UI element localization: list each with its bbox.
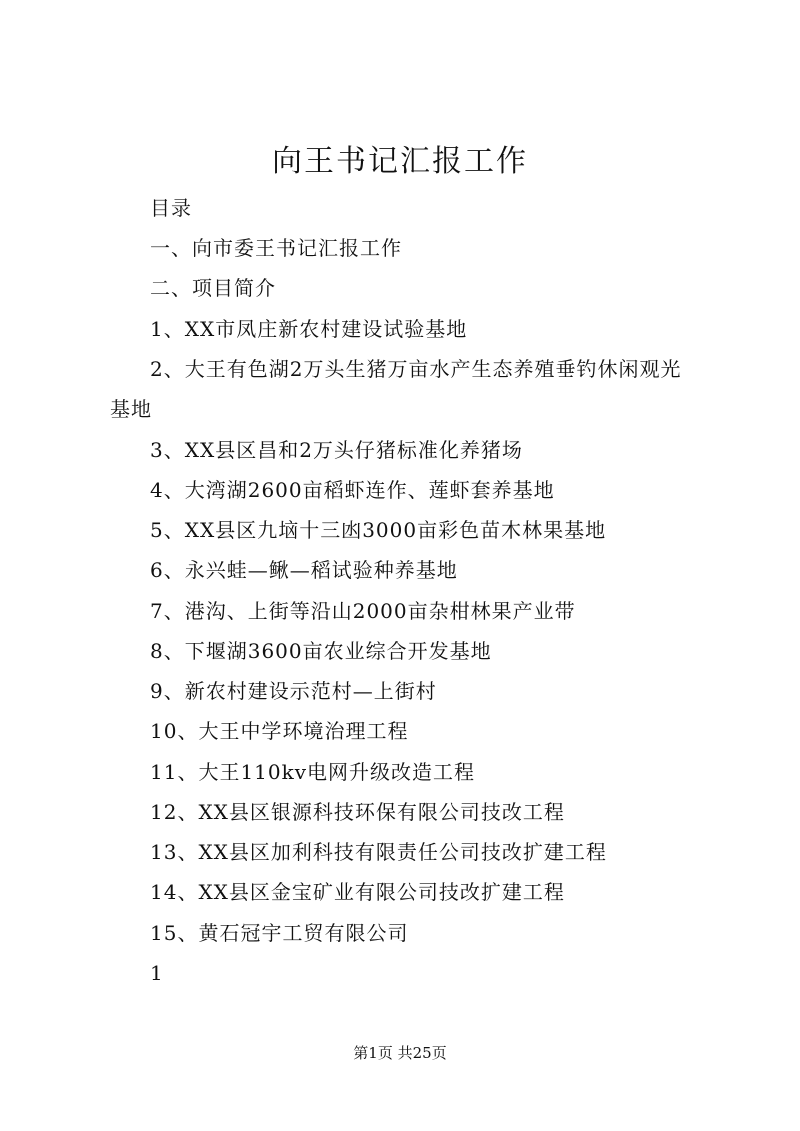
document-title: 向王书记汇报工作 [272,144,528,179]
project-item: 4、大湾湖2600亩稻虾连作、莲虾套养基地 [150,478,555,502]
project-item: 14、XX县区金宝矿业有限公司技改扩建工程 [150,880,565,904]
project-item: 3、XX县区昌和2万头仔猪标准化养猪场 [150,438,523,462]
toc-heading: 目录 [150,196,192,220]
toc-item: 一、向市委王书记汇报工作 [150,236,402,260]
project-item: 5、XX县区九垴十三凼3000亩彩色苗木林果基地 [150,518,607,542]
toc-item: 二、项目简介 [150,276,276,300]
project-item: 2、大王有色湖2万头生猪万亩水产生态养殖垂钓休闲观光 [150,357,682,381]
project-item: 11、大王110kv电网升级改造工程 [150,760,476,784]
project-item: 12、XX县区银源科技环保有限公司技改工程 [150,800,565,824]
project-item: 6、永兴蛙—鳅—稻试验种养基地 [150,558,458,582]
project-item: 10、大王中学环境治理工程 [150,719,409,743]
project-item: 13、XX县区加利科技有限责任公司技改扩建工程 [150,840,607,864]
project-item: 7、港沟、上街等沿山2000亩杂柑林果产业带 [150,599,576,623]
project-item: 1、XX市凤庄新农村建设试验基地 [150,317,468,341]
project-item: 8、下堰湖3600亩农业综合开发基地 [150,639,492,663]
project-item: 9、新农村建设示范村—上街村 [150,679,437,703]
project-item-continuation: 基地 [110,397,152,421]
inline-page-number: 1 [150,961,164,985]
page-footer: 第1页 共25页 [353,1044,447,1062]
project-item: 15、黄石冠宇工贸有限公司 [150,921,409,945]
